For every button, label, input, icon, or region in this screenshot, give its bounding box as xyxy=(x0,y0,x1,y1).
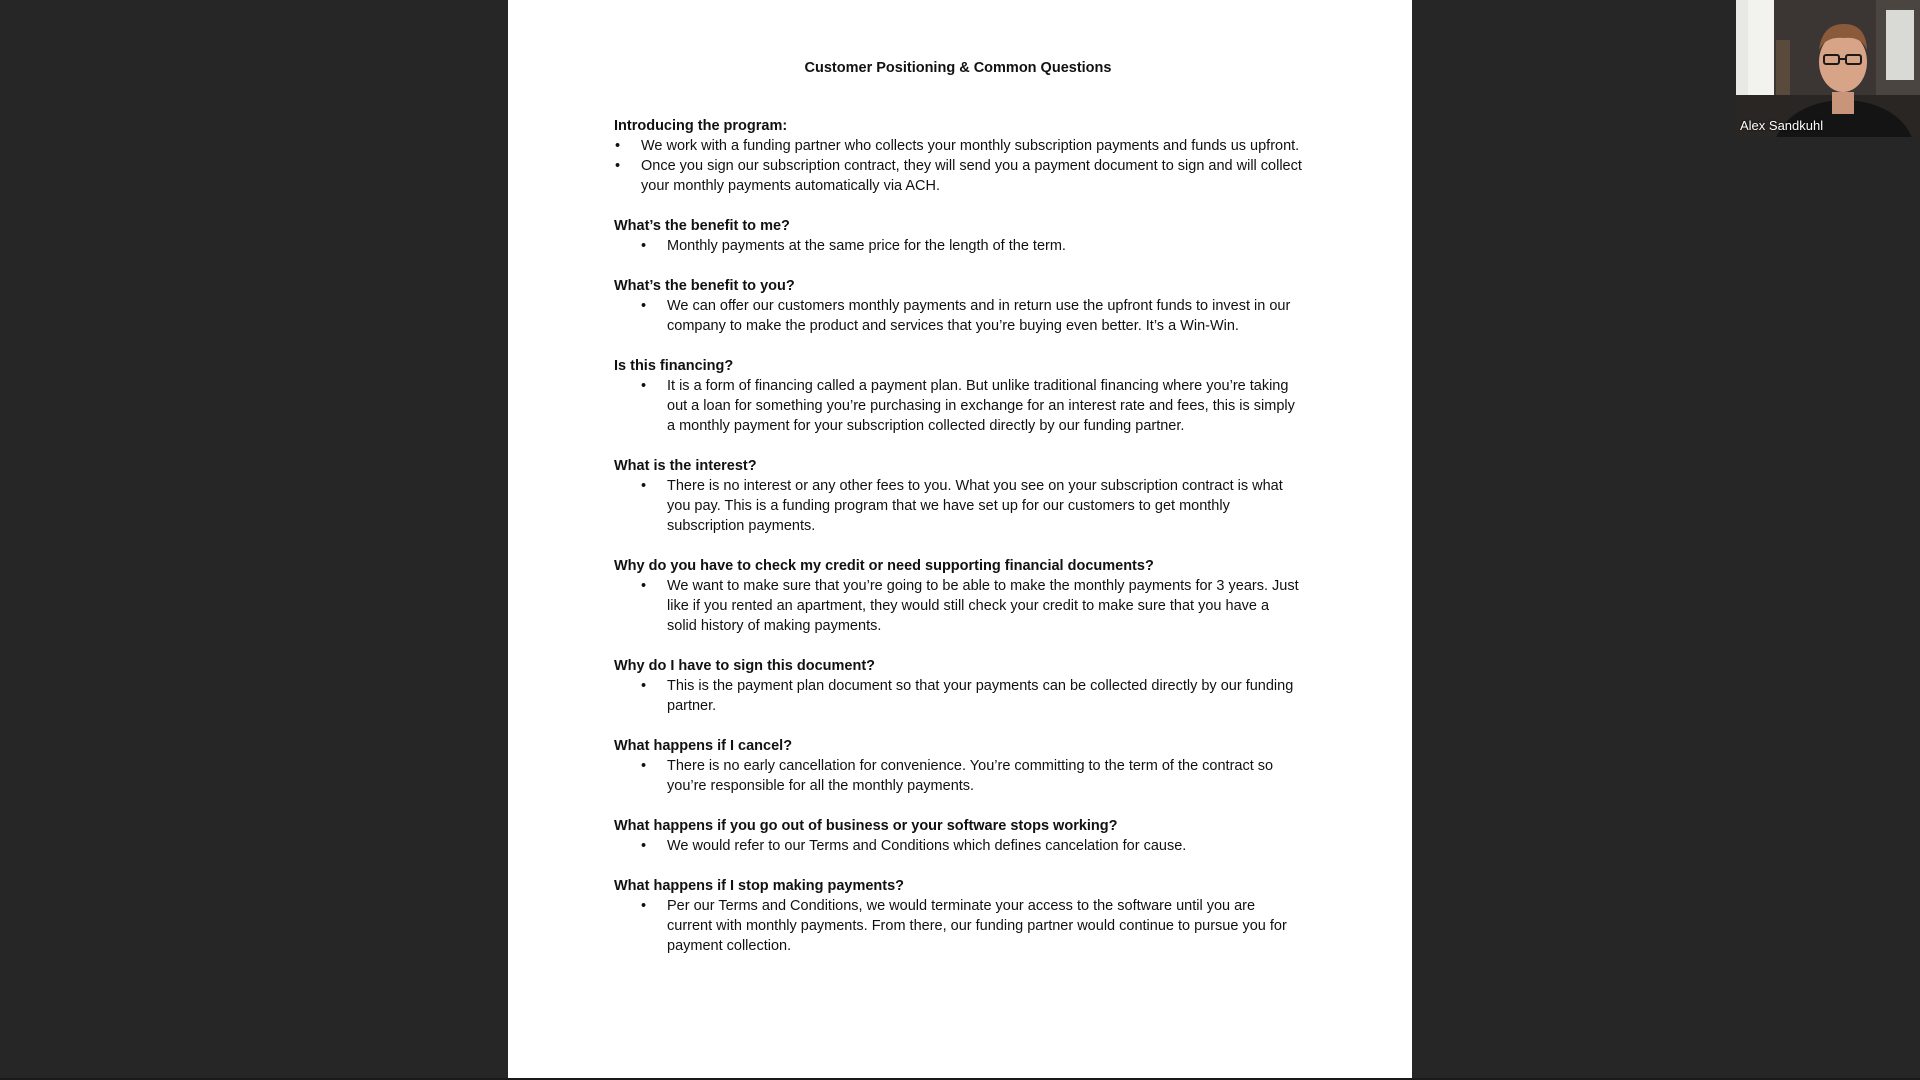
faq-answer: • We would refer to our Terms and Conditions which defines cancelation for cause. xyxy=(614,836,1302,856)
faq-answer: • Once you sign our subscription contract, they will send you a payment document to sign and will collect your monthly payments automatically via ACH. xyxy=(614,156,1302,196)
faq-section xyxy=(614,556,1302,636)
faq-question: Why do I have to sign this document? xyxy=(614,658,876,674)
faq-section xyxy=(614,456,1302,536)
participant-video-tile[interactable] xyxy=(1736,0,1920,137)
faq-answer: • We work with a funding partner who collects your monthly subscription payments and funds us upfront. xyxy=(614,136,1302,156)
faq-answer-list xyxy=(614,676,1302,716)
faq-section xyxy=(614,116,1302,196)
faq-section xyxy=(614,816,1302,856)
document-title: Customer Positioning & Common Questions xyxy=(804,60,1112,76)
participant-video-feed xyxy=(1736,0,1920,137)
faq-answer: • It is a form of financing called a payment plan. But unlike traditional financing where you’re taking out a loan for something you’re purchasing in exchange for an interest rate and fees, this is simply a monthly payment for your subscription collected directly by our funding partner. xyxy=(614,376,1302,436)
faq-question: Why do you have to check my credit or need supporting financial documents? xyxy=(614,558,1154,574)
faq-question: What’s the benefit to me? xyxy=(614,218,790,234)
faq-question: What happens if I cancel? xyxy=(614,738,793,754)
faq-question: What’s the benefit to you? xyxy=(614,278,795,294)
faq-answer-list xyxy=(614,896,1302,956)
faq-section xyxy=(614,356,1302,436)
faq-section xyxy=(614,656,1302,716)
faq-section xyxy=(614,736,1302,796)
faq-answer-list xyxy=(614,296,1302,336)
faq-question: Introducing the program: xyxy=(614,118,788,134)
faq-answer: • We can offer our customers monthly payments and in return use the upfront funds to invest in our company to make the product and services that you’re buying even better. It’s a Win-Win. xyxy=(614,296,1302,336)
faq-answer: • There is no early cancellation for convenience. You’re committing to the term of the contract so you’re responsible for all the monthly payments. xyxy=(614,756,1302,796)
faq-answer-list xyxy=(614,756,1302,796)
participant-name-label: Alex Sandkuhl xyxy=(1740,118,1824,133)
faq-question: What happens if you go out of business or your software stops working? xyxy=(614,818,1118,834)
faq-answer-list xyxy=(614,836,1302,856)
faq-section xyxy=(614,276,1302,336)
faq-answer-list xyxy=(614,576,1302,636)
faq-section xyxy=(614,876,1302,956)
faq-answer-list xyxy=(614,236,1302,256)
faq-answer: • There is no interest or any other fees to you. What you see on your subscription contract is what you pay. This is a funding program that we have set up for our customers to get monthly subscription payments. xyxy=(614,476,1302,536)
faq-answer-list xyxy=(614,376,1302,436)
shared-document-page xyxy=(508,0,1412,1080)
faq-question: Is this financing? xyxy=(614,358,734,374)
faq-answer-list xyxy=(614,136,1302,196)
faq-answer: • Monthly payments at the same price for the length of the term. xyxy=(614,236,1302,256)
faq-section xyxy=(614,216,1302,256)
faq-answer: • We want to make sure that you’re going to be able to make the monthly payments for 3 years. Just like if you rented an apartment, they would still check your credit to make sure that you have a solid history of making payments. xyxy=(614,576,1302,636)
faq-answer: • Per our Terms and Conditions, we would terminate your access to the software until you are current with monthly payments. From there, our funding partner would continue to pursue you for payment collection. xyxy=(614,896,1302,956)
faq-question: What is the interest? xyxy=(614,458,757,474)
faq-question: What happens if I stop making payments? xyxy=(614,878,905,894)
faq-answer: • This is the payment plan document so that your payments can be collected directly by our funding partner. xyxy=(614,676,1302,716)
faq-answer-list xyxy=(614,476,1302,536)
